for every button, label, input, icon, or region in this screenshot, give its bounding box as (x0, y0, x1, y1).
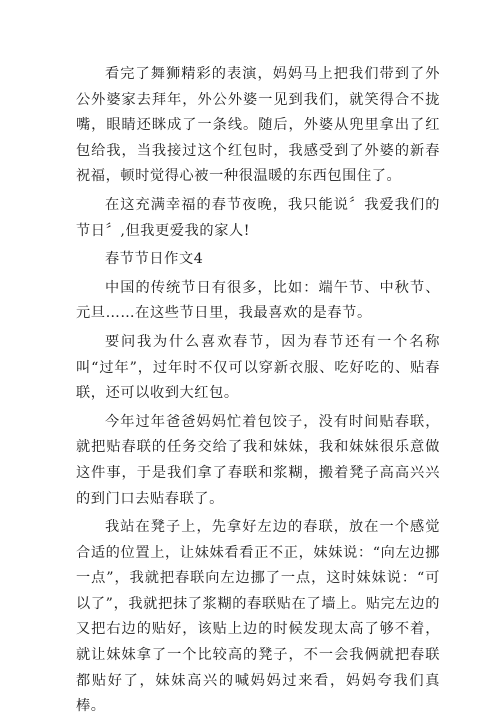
paragraph-2: 在这充满幸福的春节夜晚，我只能说〞我爱我们的节日〞,但我更爱我的家人! (76, 196, 440, 239)
paragraph-6: 我站在凳子上，先拿好左边的春联，放在一个感觉合适的位置上，让妹妹看看正不正，妹妹说：“向左边挪一点”，我就把春联向左边挪了一点，这时妹妹说：“可以了”，我就把抹了浆糊的春联贴在了墙上。贴完左边的又把右边的贴好，该贴上边的时候发现太高了够不着，就让妹妹拿了一个比较高的凳子，不一会我俩就把春联都贴好了，妹妹高兴的喊妈妈过来看，妈妈夸我们真棒。 (76, 519, 440, 715)
document-body (76, 62, 440, 723)
paragraph-1: 看完了舞狮精彩的表演，妈妈马上把我们带到了外公外婆家去拜年，外公外婆一见到我们，就笑得合不拢嘴，眼睛还眯成了一条线。随后，外婆从兜里拿出了红包给我，当我接过这个红包时，我感受到了外婆的新春祝福，顿时觉得心被一种很温暖的东西包围住了。 (76, 66, 440, 185)
section-heading: 春节节日作文4 (105, 251, 204, 268)
paragraph-5: 今年过年爸爸妈妈忙着包饺子，没有时间贴春联，就把贴春联的任务交给了我和妹妹，我和妹妹很乐意做这件事，于是我们拿了春联和浆糊，搬着凳子高高兴兴的到门口去贴春联了。 (76, 413, 440, 507)
paragraph-4: 要问我为什么喜欢春节，因为春节还有一个名称叫“过年”，过年时不仅可以穿新衣服、吃好吃的、贴春联，还可以收到大红包。 (76, 333, 440, 402)
paragraph-3: 中国的传统节日有很多，比如：端午节、中秋节、元旦……在这些节日里，我最喜欢的是春节。 (76, 279, 440, 322)
